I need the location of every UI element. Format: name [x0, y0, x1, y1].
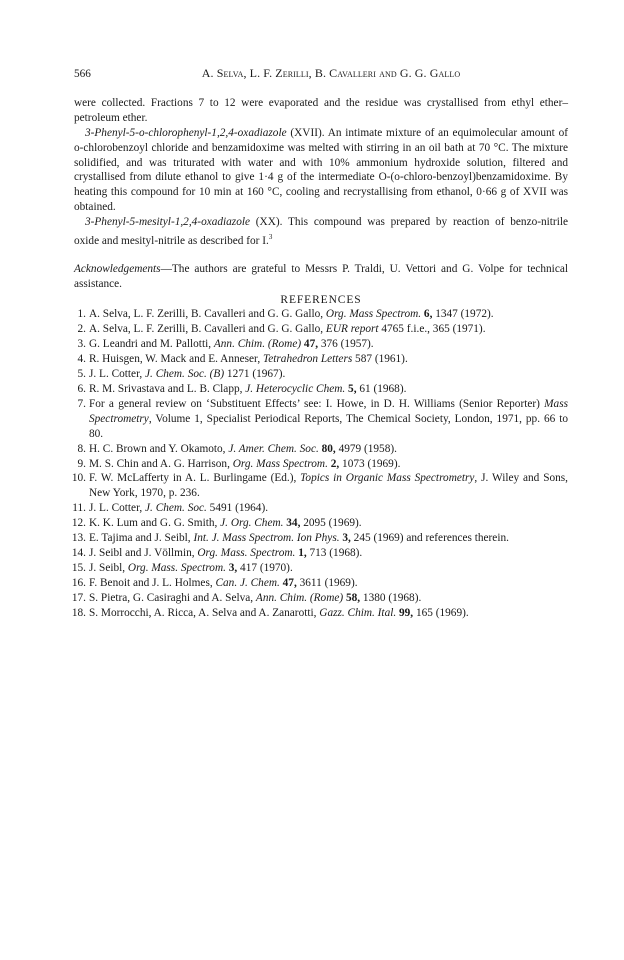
- reference-authors: S. Pietra, G. Casiraghi and A. Selva,: [89, 591, 256, 604]
- reference-authors: H. C. Brown and Y. Okamoto,: [89, 442, 229, 455]
- reference-item: [74, 367, 568, 382]
- reference-journal: Tetrahedron Letters: [263, 353, 353, 366]
- reference-journal: Gazz. Chim. Ital.: [319, 606, 397, 619]
- reference-journal: Ann. Chim. (Rome): [255, 591, 344, 604]
- reference-volume: 1,: [295, 546, 307, 559]
- reference-item: [74, 337, 568, 352]
- reference-journal: Org. Mass. Spectrom.: [127, 561, 226, 574]
- reference-volume: 2,: [327, 457, 340, 470]
- reference-item: [74, 307, 568, 322]
- reference-authors: J. Seibl,: [89, 561, 128, 574]
- running-head-authors: A. Selva, L. F. Zerilli, B. Cavalleri and G. G. Gallo: [201, 66, 461, 80]
- reference-pages: 165 (1969).: [413, 606, 469, 619]
- reference-number: 8.: [77, 442, 86, 455]
- reference-authors: A. Selva, L. F. Zerilli, B. Cavalleri and G. G. Gallo,: [89, 323, 326, 336]
- reference-pages: 417 (1970).: [237, 561, 293, 574]
- reference-authors: For a general review on ‘Substituent Effects’ see: I. Howe, in D. H. Williams (Senior Reporter): [89, 397, 545, 410]
- reference-pages: 1073 (1969).: [339, 457, 401, 470]
- reference-journal: J. Heterocyclic Chem.: [245, 382, 346, 395]
- reference-number: 7.: [77, 397, 86, 410]
- reference-number: 1.: [77, 308, 86, 321]
- reference-journal: EUR report: [325, 323, 379, 336]
- page-number: 566: [74, 68, 91, 80]
- paragraph-compound-xx: [74, 215, 568, 249]
- reference-journal: J. Amer. Chem. Soc.: [228, 442, 319, 455]
- reference-authors: G. Leandri and M. Pallotti,: [89, 338, 214, 351]
- reference-item: [71, 591, 568, 606]
- reference-volume: 3,: [339, 532, 351, 545]
- reference-number: 2.: [77, 323, 86, 336]
- reference-pages: 61 (1968).: [356, 382, 407, 395]
- reference-number: 6.: [77, 382, 86, 395]
- reference-number: 9.: [77, 457, 86, 470]
- reference-item: [74, 397, 568, 442]
- paragraph-compound-xvii: [74, 126, 568, 215]
- reference-volume: 3,: [225, 561, 238, 574]
- reference-journal: Org. Mass Spectrom.: [325, 308, 422, 321]
- reference-journal: Org. Mass Spectrom.: [232, 457, 328, 470]
- reference-number: 3.: [77, 338, 86, 351]
- reference-journal: J. Org. Chem.: [220, 517, 284, 530]
- reference-authors: K. K. Lum and G. G. Smith,: [89, 517, 221, 530]
- reference-authors: J. L. Cotter,: [89, 368, 146, 381]
- reference-item: [71, 576, 568, 591]
- reference-volume: 58,: [343, 591, 361, 604]
- reference-item: [74, 501, 568, 516]
- acknowledgements-text: —The authors are grateful to Messrs P. Traldi, U. Vettori and G. Volpe for technical assistance.: [74, 262, 568, 290]
- reference-volume: 80,: [318, 442, 336, 455]
- reference-volume: 47,: [301, 338, 319, 351]
- reference-pages: 5491 (1964).: [206, 502, 269, 515]
- reference-journal: Int. J. Mass Spectrom. Ion Phys.: [193, 532, 340, 545]
- reference-volume: 6,: [421, 308, 433, 321]
- reference-number: 13.: [71, 532, 86, 545]
- reference-journal: Mass Spectrometry: [89, 397, 568, 425]
- reference-item: [74, 457, 568, 472]
- page-header: [74, 66, 568, 82]
- reference-authors: J. L. Cotter,: [89, 502, 146, 515]
- reference-authors: R. Huisgen, W. Mack and E. Anneser,: [89, 353, 263, 366]
- citation-superscript: 3: [268, 233, 273, 242]
- reference-pages: 1271 (1967).: [224, 368, 286, 381]
- reference-number: 10.: [71, 472, 86, 485]
- reference-journal: Ann. Chim. (Rome): [213, 338, 302, 351]
- journal-page: [71, 66, 568, 620]
- reference-pages: 245 (1969) and references therein.: [350, 532, 509, 545]
- reference-pages: 1347 (1972).: [432, 308, 494, 321]
- reference-pages: 376 (1957).: [318, 338, 374, 351]
- reference-number: 11.: [72, 502, 86, 515]
- reference-authors: F. Benoit and J. L. Holmes,: [89, 576, 216, 589]
- reference-journal: Org. Mass. Spectrom.: [197, 546, 296, 559]
- reference-item: [74, 382, 568, 397]
- reference-authors: R. M. Srivastava and L. B. Clapp,: [89, 382, 246, 395]
- reference-number: 15.: [71, 561, 86, 574]
- reference-journal: Topics in Organic Mass Spectrometry: [300, 472, 475, 485]
- reference-item: [74, 352, 568, 367]
- reference-pages: 1380 (1968).: [360, 591, 422, 604]
- reference-volume: 5,: [345, 382, 357, 395]
- reference-number: 17.: [71, 591, 86, 604]
- reference-volume: 99,: [396, 606, 414, 619]
- reference-number: 16.: [71, 576, 86, 589]
- paragraph-fractions: were collected. Fractions 7 to 12 were evaporated and the residue was crystallised from ethyl ether–petroleum ether.: [74, 96, 568, 124]
- reference-authors: F. W. McLafferty in A. L. Burlingame (Ed.),: [89, 472, 301, 485]
- reference-item: [71, 531, 568, 546]
- reference-authors: S. Morrocchi, A. Ricca, A. Selva and A. Zanarotti,: [89, 606, 320, 619]
- reference-item: [74, 322, 568, 337]
- references-heading: REFERENCES: [280, 293, 362, 306]
- reference-volume: 47,: [279, 576, 297, 589]
- references-list: [71, 307, 568, 620]
- reference-pages: 4979 (1958).: [335, 442, 397, 455]
- reference-pages: 713 (1968).: [306, 546, 363, 559]
- reference-item: [71, 546, 568, 561]
- reference-pages: 587 (1961).: [352, 353, 408, 366]
- reference-pages: , J. Wiley and Sons, New York, 1970, p. 236.: [89, 472, 568, 500]
- reference-number: 18.: [71, 606, 86, 619]
- reference-number: 12.: [71, 517, 86, 530]
- reference-journal: J. Chem. Soc.: [145, 502, 207, 515]
- compound-text-xvii: (XVII). An intimate mixture of an equimolecular amount of o-chlorobenzoyl chloride and benzamidoxime was melted with stirring in an oil bath at 70 °C. The mixture solidified, and was triturated with water and with 10% ammonium hydroxide solution, filtered and crystallised from dilute ethanol to give 1·4 g of the intermediate O-(o-chloro-benzoyl)benzamidoxime. By heating this compound for 10 min at 160 °C, cooling and recrystallising from ethanol, 0·66 g of XVII was obtained.: [74, 126, 568, 214]
- acknowledgements: [74, 262, 568, 292]
- reference-authors: E. Tajima and J. Seibl,: [89, 532, 194, 545]
- reference-pages: 4765 f.i.e., 365 (1971).: [378, 323, 486, 336]
- reference-number: 14.: [71, 546, 86, 559]
- reference-journal: J. Chem. Soc. (B): [145, 368, 225, 381]
- reference-item: [71, 516, 568, 531]
- reference-item: [71, 471, 568, 501]
- compound-title-xvii: 3-Phenyl-5-o-chlorophenyl-1,2,4-oxadiazole: [85, 126, 287, 139]
- reference-volume: 34,: [283, 517, 301, 530]
- reference-authors: A. Selva, L. F. Zerilli, B. Cavalleri and G. G. Gallo,: [89, 308, 326, 321]
- compound-text-xx: (XX). This compound was prepared by reaction of benzo-nitrile oxide and mesityl-nitrile as described for I.: [74, 216, 568, 247]
- acknowledgements-label: Acknowledgements: [74, 262, 161, 275]
- reference-item: [74, 442, 568, 457]
- reference-journal: Can. J. Chem.: [215, 576, 280, 589]
- reference-pages: 3611 (1969).: [296, 576, 358, 589]
- reference-authors: M. S. Chin and A. G. Harrison,: [89, 457, 233, 470]
- reference-number: 4.: [77, 353, 86, 366]
- reference-item: [71, 561, 568, 576]
- compound-title-xx: 3-Phenyl-5-mesityl-1,2,4-oxadiazole: [85, 216, 251, 229]
- reference-pages: , Volume 1, Specialist Periodical Reports, The Chemical Society, London, 1971, pp. 66 to 80.: [89, 412, 568, 440]
- reference-number: 5.: [77, 368, 86, 381]
- reference-item: [71, 606, 568, 621]
- reference-authors: J. Seibl and J. Völlmin,: [89, 546, 198, 559]
- reference-pages: 2095 (1969).: [300, 517, 362, 530]
